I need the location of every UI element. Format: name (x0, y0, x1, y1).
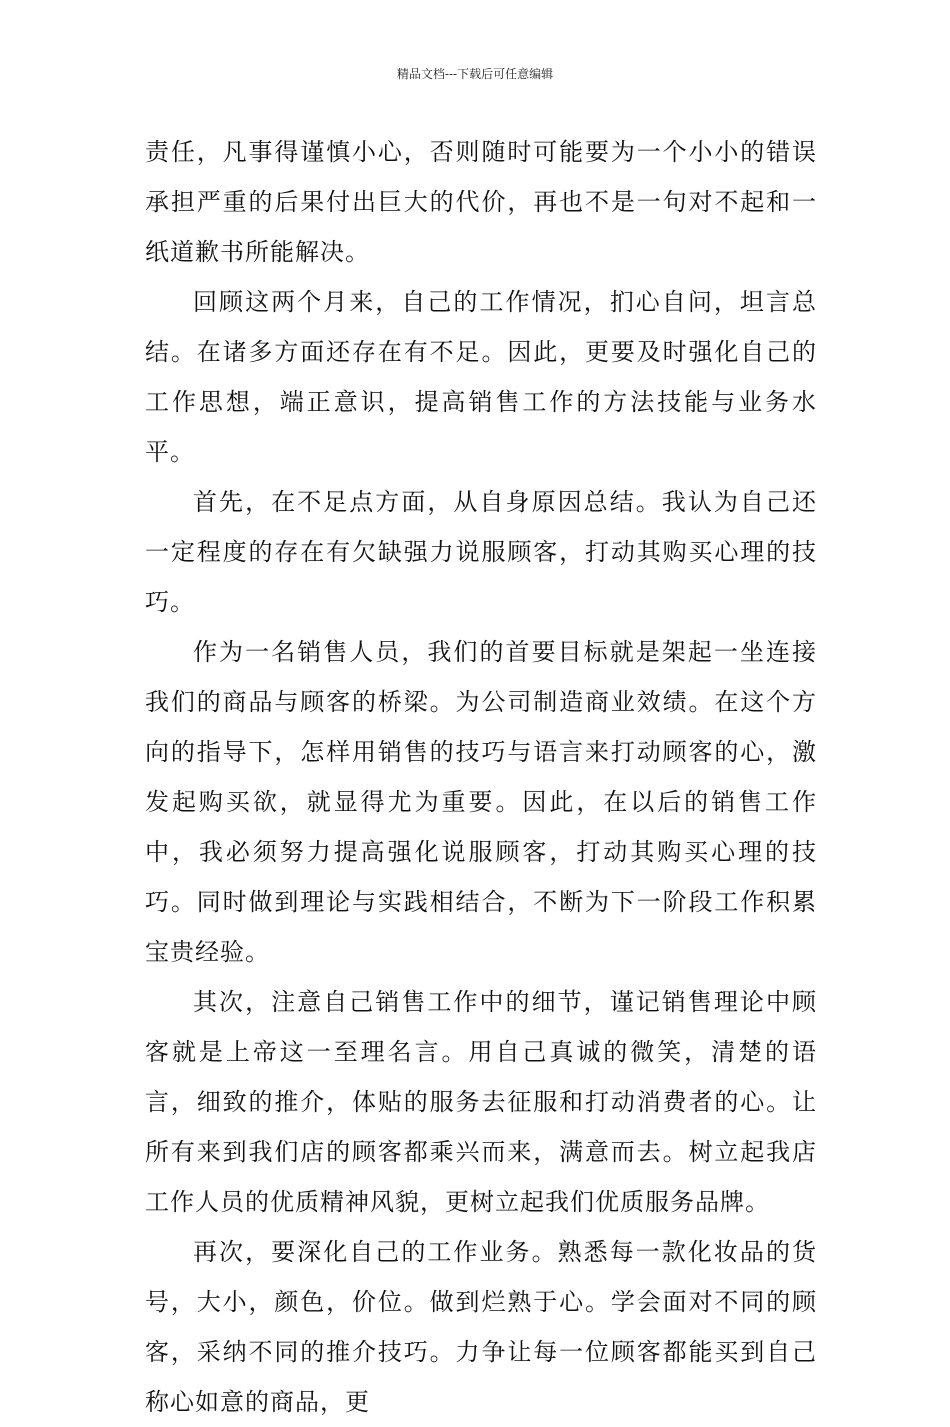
paragraph-second: 其次，注意自己销售工作中的细节，谨记销售理论中顾客就是上帝这一至理名言。用自己真诚的微笑，清楚的语言，细致的推介，体贴的服务去征服和打动消费者的心。让所有来到我们店的顾客都乘兴而来，满意而去。树立起我店工作人员的优质精神风貌，更树立起我们优质服务品牌。 (145, 988, 817, 1216)
paragraph-third: 再次，要深化自己的工作业务。熟悉每一款化妆品的货号，大小，颜色，价位。做到烂熟于心。学会面对不同的顾客，采纳不同的推介技巧。力争让每一位顾客都能买到自己称心如意的商品，更 (145, 1238, 817, 1416)
page-header: 精品文档---下载后可任意编辑 (396, 67, 554, 81)
paragraph-review: 回顾这两个月来，自己的工作情况，扪心自问，坦言总结。在诸多方面还存在有不足。因此，更要及时强化自己的工作思想，端正意识，提高销售工作的方法技能与业务水平。 (145, 288, 817, 466)
paragraph-continued: 责任，凡事得谨慎小心，否则随时可能要为一个小小的错误承担严重的后果付出巨大的代价，再也不是一句对不起和一纸道歉书所能解决。 (145, 138, 817, 266)
document-body (145, 127, 817, 1427)
paragraph-role: 作为一名销售人员，我们的首要目标就是架起一坐连接我们的商品与顾客的桥梁。为公司制造商业效绩。在这个方向的指导下，怎样用销售的技巧与语言来打动顾客的心，激发起购买欲，就显得尤为重要。因此，在以后的销售工作中，我必须努力提高强化说服顾客，打动其购买心理的技巧。同时做到理论与实践相结合，不断为下一阶段工作积累宝贵经验。 (145, 638, 817, 966)
paragraph-first: 首先，在不足点方面，从自身原因总结。我认为自己还一定程度的存在有欠缺强力说服顾客，打动其购买心理的技巧。 (145, 488, 817, 616)
